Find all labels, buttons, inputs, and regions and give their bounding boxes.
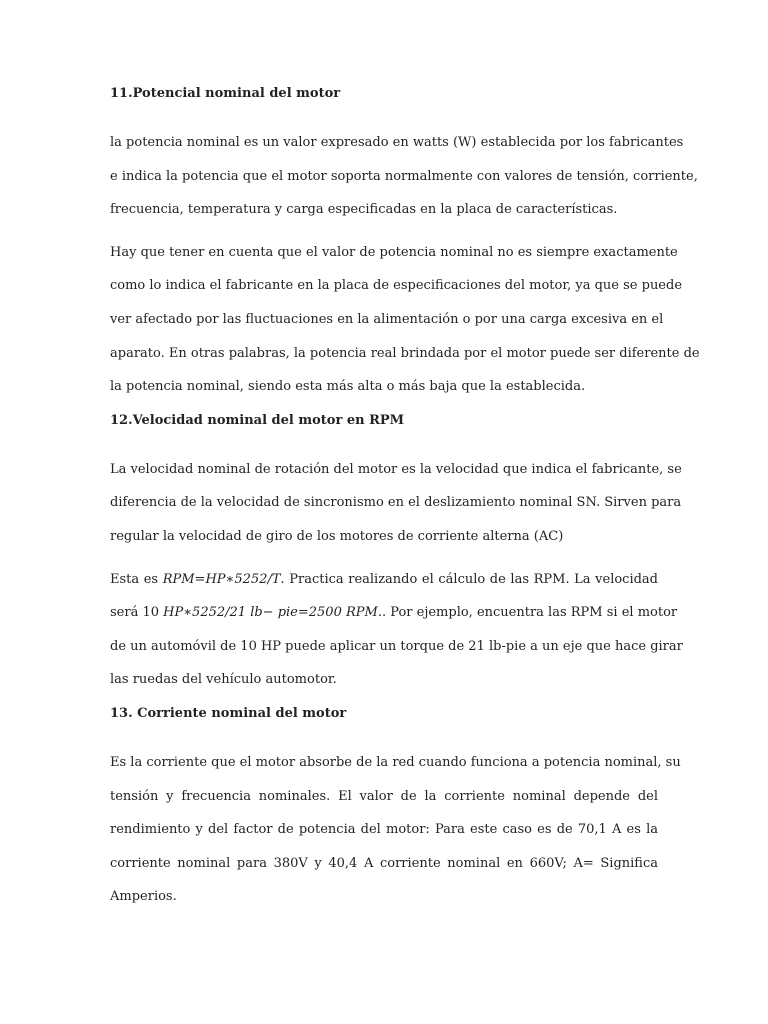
formula-text: .. Por ejemplo, encuentra las RPM si el motor: [377, 605, 678, 621]
text-line: rendimiento y del factor de potencia del motor: Para este caso es de 70,1 A es la: [110, 822, 658, 838]
text-line: aparato. En otras palabras, la potencia real brindada por el motor puede ser diferente de: [110, 345, 700, 361]
text-line: Hay que tener en cuenta que el valor de potencia nominal no es siempre exactamente: [110, 244, 678, 260]
text-line: Es la corriente que el motor absorbe de la red cuando funciona a potencia nominal, su: [110, 754, 681, 770]
text-line: corriente nominal para 380V y 40,4 A corriente nominal en 660V; A= Significa: [110, 855, 658, 871]
text-line: diferencia de la velocidad de sincronismo en el deslizamiento nominal SN. Sirven para: [110, 495, 682, 511]
text-line: [110, 596, 678, 630]
text-line: como lo indica el fabricante en la placa de especificaciones del motor, ya que se puede: [110, 278, 683, 294]
text-line: Amperios.: [110, 889, 177, 905]
formula-text: . Practica realizando el cálculo de las RPM. La velocidad: [280, 571, 659, 587]
text-line: frecuencia, temperatura y carga especificadas en la placa de características.: [110, 202, 618, 218]
paragraph-power-note: [110, 236, 700, 404]
formula-intro: Esta es: [110, 571, 163, 587]
text-line: [110, 563, 658, 597]
text-line: tensión y frecuencia nominales. El valor de la corriente nominal depende del: [110, 788, 658, 804]
section-heading-11: 11.Potencial nominal del motor: [110, 86, 341, 101]
text-line: de un automóvil de 10 HP puede aplicar un torque de 21 lb-pie a un eje que hace girar: [110, 638, 683, 654]
paragraph-rpm-formula: [110, 563, 683, 697]
paragraph-speed-definition: [110, 453, 682, 554]
text-line: las ruedas del vehículo automotor.: [110, 672, 337, 688]
paragraph-current-definition: [110, 746, 681, 914]
rpm-calculation: HP∗5252/21 lb− pie=2500 RPM: [163, 605, 378, 621]
text-line: la potencia nominal, siendo esta más alta o más baja que la establecida.: [110, 379, 586, 395]
text-line: regular la velocidad de giro de los motores de corriente alterna (AC): [110, 528, 564, 544]
text-line: ver afectado por las fluctuaciones en la alimentación o por una carga excesiva en el: [110, 311, 664, 327]
formula-intro: será 10: [110, 605, 164, 621]
paragraph-power-definition: [110, 126, 698, 227]
document-page: [110, 84, 700, 923]
text-line: e indica la potencia que el motor soporta normalmente con valores de tensión, corriente,: [110, 168, 698, 184]
rpm-formula: RPM=HP∗5252/T: [162, 571, 281, 587]
section-heading-13: 13. Corriente nominal del motor: [110, 705, 347, 721]
text-line: la potencia nominal es un valor expresado en watts (W) establecida por los fabricantes: [110, 135, 684, 150]
section-heading-12: 12.Velocidad nominal del motor en RPM: [110, 412, 405, 428]
text-line: La velocidad nominal de rotación del motor es la velocidad que indica el fabricante, se: [110, 461, 682, 477]
